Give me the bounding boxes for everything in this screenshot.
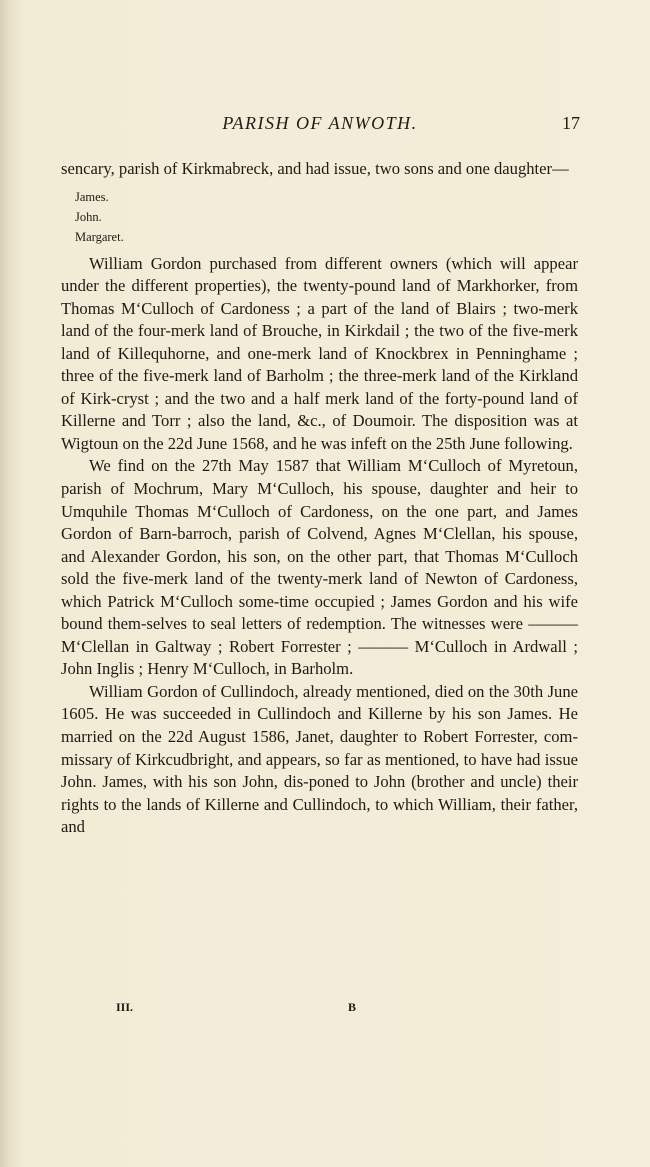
children-list — [75, 187, 578, 247]
signature-mark-right: B — [348, 1000, 357, 1014]
page-number: 17 — [562, 113, 580, 133]
signature-mark-left: III. — [116, 1000, 134, 1014]
page-footer — [116, 1000, 416, 1020]
child-name: John. — [75, 209, 102, 224]
paragraph-purchases: William Gordon purchased from different owners (which will appear under the different properties), the twenty-pound land of Markhorker, from Thomas M‘Culloch of Cardoness ; a part of the land of Blairs ; two-merk land of the four-merk land of Brouche, in Kirkdail ; the two of the five-merk land of Killequhorne, and one-merk land of Knockbrex in Penninghame ; three of the five-merk land of Barholm ; the three-merk land of the Kirkland of Kirk-cryst ; and the two and a half merk land of the forty-pound land of Killerne and Torr ; also the land, &c., of Doumoir. The disposition was at Wigtoun on the 22d June 1568, and he was infeft on the 25th June following. — [61, 253, 578, 453]
running-head: PARISH OF ANWOTH. — [222, 113, 418, 133]
page-header — [60, 113, 580, 137]
intro-paragraph: sencary, parish of Kirkmabreck, and had issue, two sons and one daughter— — [61, 159, 569, 178]
child-name: James. — [75, 189, 109, 204]
paragraph-cullindoch: William Gordon of Cullindoch, already mentioned, died on the 30th June 1605. He was succeeded in Cullindoch and Killerne by his son James. He married on the 22d August 1586, Janet, daughter to Robert Forrester, com-missary of Kirkcudbright, and appears, so far as mentioned, to have had issue John. James, with his son John, dis-poned to John (brother and uncle) their rights to the lands of Killerne and Cullindoch, to which William, their father, and — [61, 681, 578, 837]
body-text — [61, 158, 578, 839]
paragraph-1587-contract: We find on the 27th May 1587 that William M‘Culloch of Myretoun, parish of Mochrum, Mary M‘Culloch, his spouse, daughter and heir to Umquhile Thomas M‘Culloch of Cardoness, on the one part, and James Gordon of Barn-barroch, parish of Colvend, Agnes M‘Clellan, his spouse, and Alexander Gordon, his son, on the other part, that Thomas M‘Culloch sold the five-merk land of the twenty-merk land of Newton of Cardoness, which Patrick M‘Culloch some-time occupied ; James Gordon and his wife bound them-selves to seal letters of redemption. The witnesses were ——— M‘Clellan in Galtway ; Robert Forrester ; ——— M‘Culloch in Ardwall ; John Inglis ; Henry M‘Culloch, in Barholm. — [61, 456, 578, 679]
child-name: Margaret. — [75, 229, 124, 244]
